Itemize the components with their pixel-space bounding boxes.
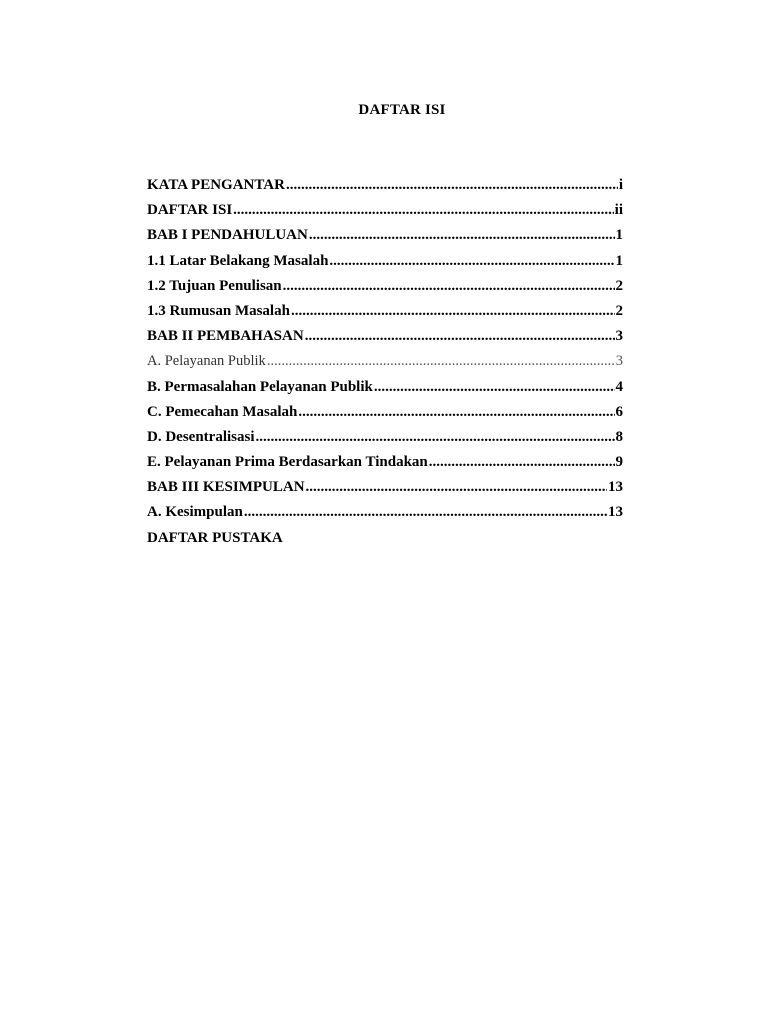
dot-leader [305,328,615,345]
toc-entry-page: 9 [615,454,623,471]
toc-entry-page: 2 [615,302,623,319]
toc-entry-label: KATA PENGANTAR [147,177,285,193]
dot-leader [309,227,615,244]
toc-entry-label: B. Permasalahan Pelayanan Publik [147,378,373,395]
dot-leader [306,479,607,496]
dot-leader [286,177,618,194]
toc-entry-1-2[interactable] [147,278,623,303]
dot-leader [267,353,615,370]
toc-entry-page: 2 [615,277,623,294]
toc-entry-e-pelayanan-prima[interactable] [147,454,623,479]
toc-entry-b-permasalahan[interactable] [147,379,623,404]
dot-leader [244,504,607,521]
toc-entry-page: 1 [615,227,623,244]
toc-entry-label: E. Pelayanan Prima Berdasarkan Tindakan [147,454,428,471]
toc-entry-label: 1.1 Latar Belakang Masalah [147,252,329,269]
toc-entry-label: D. Desentralisasi [147,428,255,445]
table-of-contents [147,177,623,555]
dot-leader [429,454,615,471]
toc-entry-page: 4 [615,378,623,395]
toc-entry-d-desentralisasi[interactable] [147,429,623,454]
toc-entry-kata-pengantar[interactable] [147,177,623,202]
toc-entry-bab-3[interactable] [147,479,623,504]
toc-entry-page: ii [614,202,623,219]
page-title: DAFTAR ISI [358,102,446,118]
toc-entry-label: A. Pelayanan Publik [147,353,266,370]
toc-entry-daftar-isi[interactable] [147,202,623,227]
dot-leader [291,303,615,320]
dot-leader [298,404,614,421]
toc-entry-page: 13 [608,504,623,521]
toc-entry-a-pelayanan-publik[interactable] [147,353,623,378]
toc-entry-c-pemecahan[interactable] [147,404,623,429]
toc-entry-bab-1[interactable] [147,227,623,252]
toc-entry-page: 6 [615,403,623,420]
toc-entry-1-3[interactable] [147,303,623,328]
toc-entry-label: BAB I PENDAHULUAN [147,227,308,244]
toc-entry-bab-2[interactable] [147,328,623,353]
toc-entry-daftar-pustaka[interactable] [147,530,623,555]
dot-leader [233,202,614,219]
toc-entry-label: 1.2 Tujuan Penulisan [147,277,282,294]
toc-entry-label: BAB II PEMBAHASAN [147,328,304,345]
toc-entry-label: C. Pemecahan Masalah [147,403,298,420]
dot-leader [329,253,614,270]
toc-entry-label: DAFTAR ISI [147,202,233,219]
dot-leader [283,278,615,295]
toc-entry-label: 1.3 Rumusan Masalah [147,302,290,319]
dot-leader [256,429,615,446]
toc-entry-label: DAFTAR PUSTAKA [147,529,283,546]
toc-entry-page: 8 [615,428,623,445]
toc-entry-a-kesimpulan[interactable] [147,504,623,529]
toc-entry-page: 1 [615,252,623,269]
toc-entry-label: A. Kesimpulan [147,504,243,521]
toc-entry-page: 3 [615,353,623,370]
dot-leader [374,379,615,396]
toc-entry-page: i [618,177,623,193]
toc-entry-label: BAB III KESIMPULAN [147,479,305,496]
toc-entry-page: 13 [608,479,623,496]
toc-entry-1-1[interactable] [147,253,623,278]
toc-entry-page: 3 [615,328,623,345]
